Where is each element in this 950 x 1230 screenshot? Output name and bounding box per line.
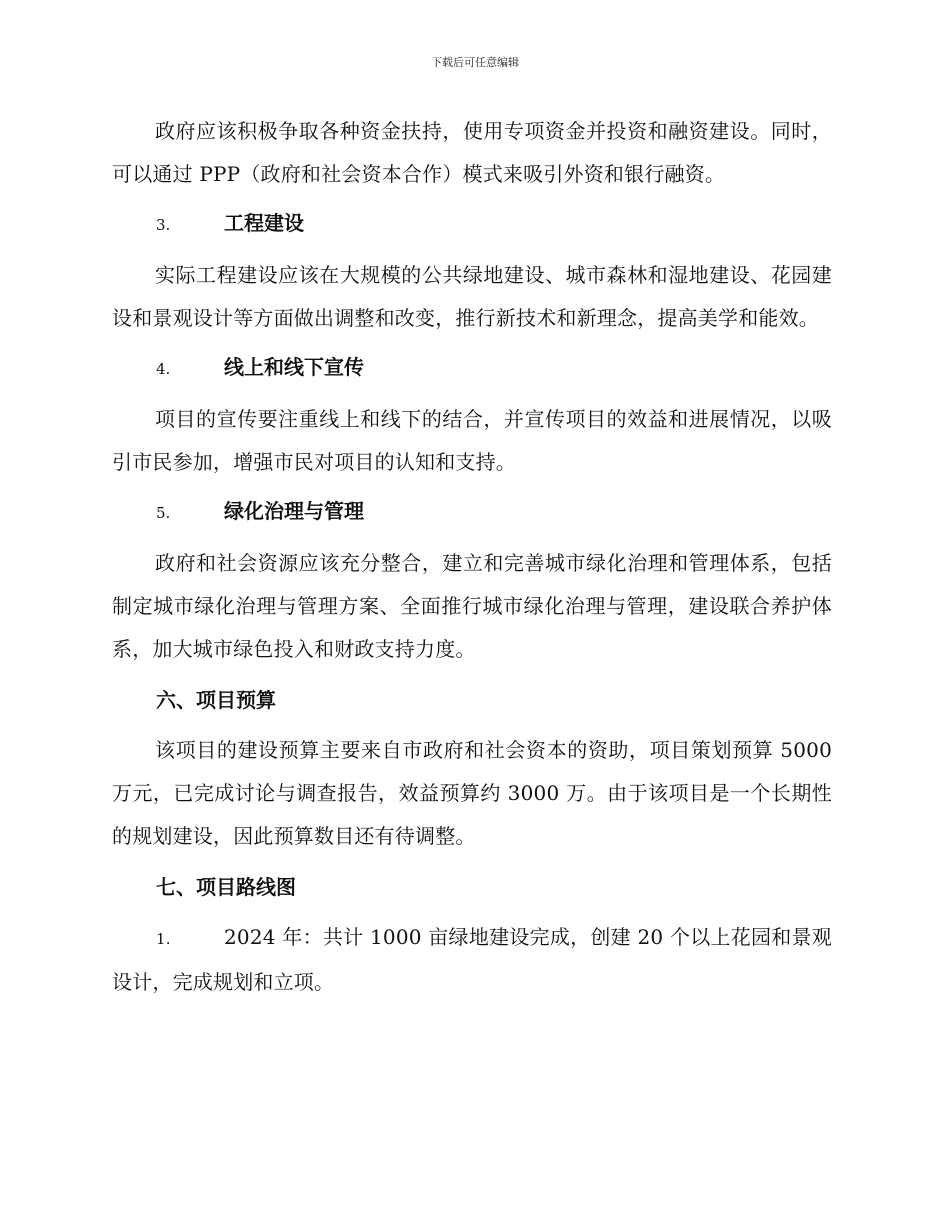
heading-promotion	[112, 352, 832, 384]
paragraph-governance: 政府和社会资源应该充分整合，建立和完善城市绿化治理和管理体系，包括制定城市绿化治理与管理方案、全面推行城市绿化治理与管理，建设联合养护体系，加大城市绿色投入和财政支持力度。	[112, 551, 832, 661]
paragraph-engineering: 实际工程建设应该在大规模的公共绿地建设、城市森林和湿地建设、花园建设和景观设计等方面做出调整和改变，推行新技术和新理念，提高美学和能效。	[112, 263, 832, 330]
heading-text: 绿化治理与管理	[224, 499, 364, 523]
roadmap-item-text: 2024 年：共计 1000 亩绿地建设完成，创建 20 个以上花园和景观设计，完成规划和立项。	[112, 925, 832, 994]
heading-engineering	[112, 208, 832, 240]
heading-text: 工程建设	[224, 211, 304, 235]
page-header: 下载后可任意编辑	[431, 56, 519, 69]
heading-number: 3.	[156, 216, 171, 234]
roadmap-item-number: 1.	[156, 930, 171, 948]
heading-number: 4.	[156, 360, 171, 378]
paragraph-funding: 政府应该积极争取各种资金扶持，使用专项资金并投资和融资建设。同时，可以通过 PPP（政府和社会资本合作）模式来吸引外资和银行融资。	[112, 119, 832, 186]
section-heading-budget: 六、项目预算	[156, 688, 276, 712]
heading-text: 线上和线下宣传	[224, 355, 364, 379]
paragraph-promotion: 项目的宣传要注重线上和线下的结合，并宣传项目的效益和进展情况，以吸引市民参加，增强市民对项目的认知和支持。	[112, 407, 832, 474]
section-heading-roadmap: 七、项目路线图	[156, 875, 296, 899]
roadmap-item-1	[112, 916, 832, 1004]
document-body	[112, 110, 832, 1004]
heading-number: 5.	[156, 504, 171, 522]
heading-governance	[112, 496, 832, 528]
paragraph-budget: 该项目的建设预算主要来自市政府和社会资本的资助，项目策划预算 5000 万元，已完成讨论与调查报告，效益预算约 3000 万。由于该项目是一个长期性的规划建设，因此预算数目还有待调整。	[112, 738, 832, 848]
